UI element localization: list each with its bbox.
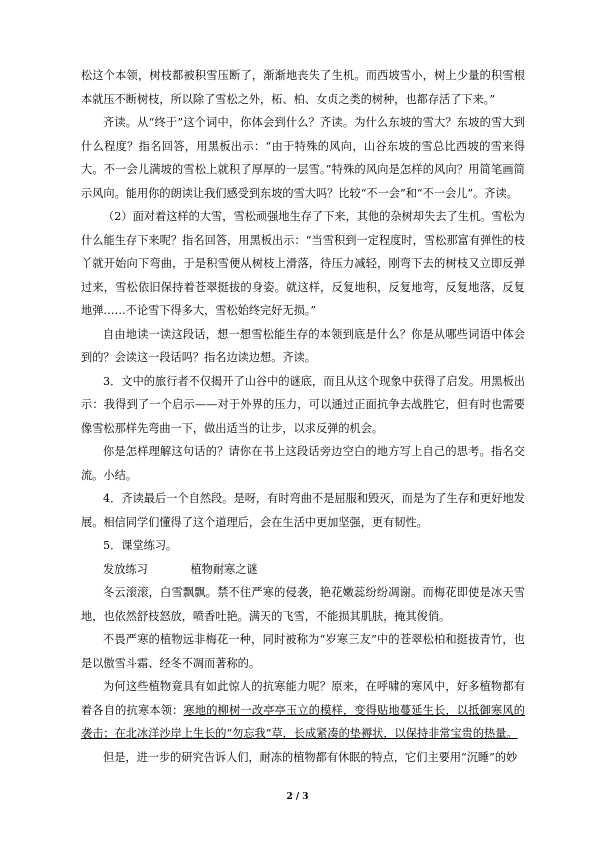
passage-paragraph-plum: 冬云滚滚，白雪飘飘。禁不住严寒的侵袭，艳花嫩蕊纷纷凋谢。而梅花即使是冰天雪地，也依然舒枝怒放，喷香吐艳。满天的飞雪，不能损其肌肤，掩其俊俏。 [81, 586, 525, 623]
paragraph-snow-pine: （2）面对着这样的大雪，雪松顽强地生存了下来，其他的杂树却失去了生机。雪松为什么能生存下来呢？指名回答，用黑板出示：“当雪积到一定程度时，雪松那富有弹性的枝丫就开始向下弯曲，于是积雪便从树枝上滑落，待压力减轻，刚弯下去的树枝又立即反弹过来，雪松依旧保持着苍翠挺拔的身姿。就这样，反复地积，反复地弯，反复地落，反复地弹……不论雪下得多大，雪松始终完好无损。” [81, 210, 525, 317]
page-number: 2 / 3 [286, 792, 309, 802]
paragraph-free-reading: 自由地读一读这段话，想一想雪松能生存的本领到底是什么？你是从哪些词语中体会到的？会读这一段话吗？指名边读边想。齐读。 [81, 327, 525, 364]
underlined-text: 寒地的柳树一改亭亭玉立的模样，变得贴地蔓延生长，以抵御寒风的袭击；在北冰洋沙岸上生长的“勿忘我”草，长成紧凑的垫褥状，以保持非常宝贵的热量。 [81, 703, 525, 740]
page-content [81, 64, 525, 769]
passage-paragraph-dormancy: 但是，进一步的研究告诉人们，耐冻的植物都有休眠的特点，它们主要用“沉睡”的妙 [103, 750, 518, 764]
paragraph-continued: 松这个本领，树枝都被积雪压断了，渐渐地丧失了生机。而西坡雪小，树上少量的积雪根本就压不断树枝，所以除了雪松之外，柘、柏、女贞之类的树种，也都存活了下来。” [81, 69, 525, 106]
passage-prefix: 为何这些植物竟具有如此惊人的抗寒能力呢？原来，在呼啸的寒风中，好多植物都有着各自的抗寒本领： [81, 680, 525, 717]
exercise-label: 发放练习 [103, 562, 148, 576]
paragraph-practice: 5．课堂练习。 [103, 539, 178, 552]
passage-paragraph-cold-resistance [81, 675, 525, 746]
paragraph-last-section: 4．齐读最后一个自然段。是呀，有时弯曲不是屈服和毁灭，而是为了生存和更好地发展。相信同学们懂得了这个道理后，会在生活中更加坚强，更有韧性。 [81, 492, 525, 529]
exercise-heading-row [81, 558, 525, 582]
paragraph-inspiration: 3．文中的旅行者不仅揭开了山谷中的谜底，而且从这个现象中获得了启发。用黑板出示：我得到了一个启示——对于外界的压力，可以通过正面抗争去战胜它，但有时也需要像雪松那样先弯曲一下，做出适当的让步，以求反弹的机会。 [81, 374, 525, 435]
passage-paragraph-three-friends: 不畏严寒的植物远非梅花一种，同时被称为“岁寒三友”中的苍翠松柏和挺拔青竹，也是以傲雪斗霜、经冬不凋而著称的。 [81, 633, 525, 670]
paragraph-east-slope: 齐读。从“终于”这个词中，你体会到什么？齐读。为什么东坡的雪大？东坡的雪大到什么程度？指名回答，用黑板出示：“由于特殊的风向，山谷东坡的雪总比西坡的雪来得大。不一会儿满坡的雪松上就积了厚厚的一层雪。”特殊的风向是怎样的风向？用简笔画简示风向。能用你的朗读让我们感受到东坡的雪大吗？比较“不一会”和“不一会儿”。齐读。 [81, 116, 525, 200]
exercise-title: 植物耐寒之谜 [190, 562, 258, 576]
paragraph-understanding: 你是怎样理解这句话的？请你在书上这段话旁边空白的地方写上自己的思考。指名交流。小结。 [81, 445, 525, 482]
